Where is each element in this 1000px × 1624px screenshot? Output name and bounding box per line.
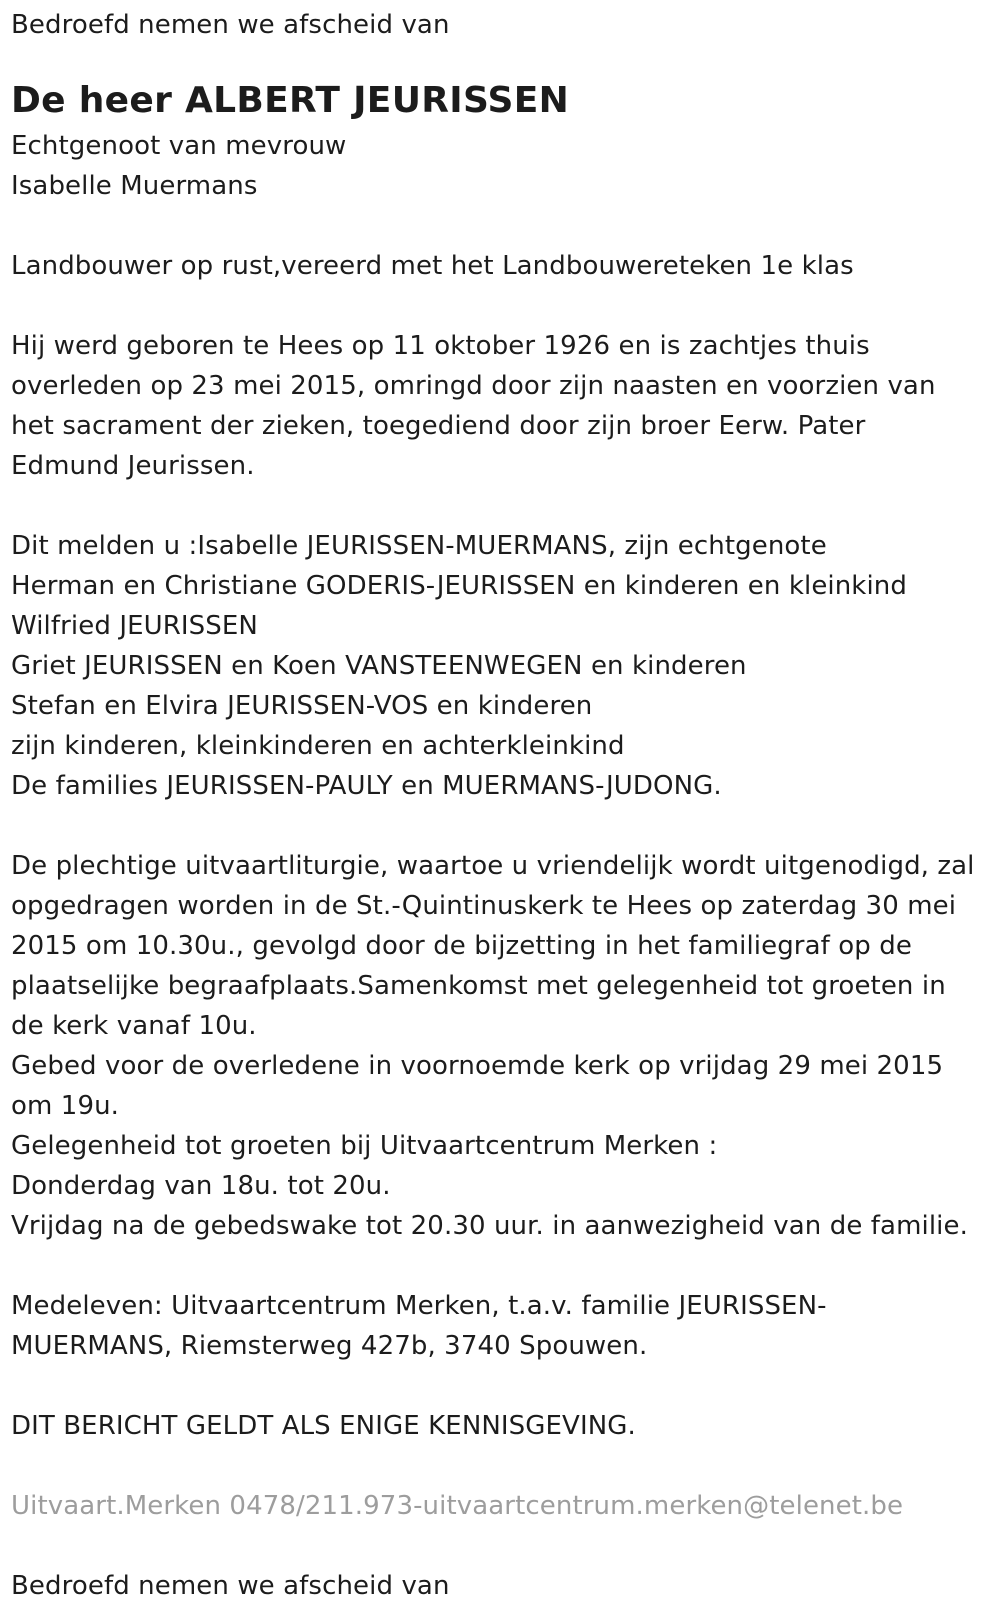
spacer bbox=[11, 1526, 991, 1566]
family-line: Wilfried JEURISSEN bbox=[11, 611, 258, 641]
condolences-line: Medeleven: Uitvaartcentrum Merken, t.a.v. familie JEURISSEN- bbox=[11, 1291, 827, 1321]
funeral-line: Vrijdag na de gebedswake tot 20.30 uur. in aanwezigheid van de familie. bbox=[11, 1211, 968, 1241]
funeral-line: 2015 om 10.30u., gevolgd door de bijzetting in het familiegraf op de bbox=[11, 931, 912, 961]
notice-text: DIT BERICHT GELDT ALS ENIGE KENNISGEVING. bbox=[11, 1411, 636, 1441]
funeral-line: om 19u. bbox=[11, 1091, 120, 1121]
obituary-document bbox=[11, 0, 991, 1606]
funeral-line: de kerk vanaf 10u. bbox=[11, 1011, 257, 1041]
spacer bbox=[11, 1246, 991, 1286]
intro-repeat-text: Bedroefd nemen we afscheid van bbox=[11, 1571, 450, 1601]
funeral-line: opgedragen worden in de St.-Quintinuskerk te Hees op zaterdag 30 mei bbox=[11, 891, 957, 921]
spacer bbox=[11, 206, 991, 246]
family-line: Dit melden u :Isabelle JEURISSEN-MUERMANS, zijn echtgenote bbox=[11, 531, 827, 561]
spacer bbox=[11, 1446, 991, 1486]
funeral-line: Gelegenheid tot groeten bij Uitvaartcentrum Merken : bbox=[11, 1131, 718, 1161]
spouse-name: Isabelle Muermans bbox=[11, 171, 258, 201]
funeral-line: De plechtige uitvaartliturgie, waartoe u vriendelijk wordt uitgenodigd, zal bbox=[11, 851, 975, 881]
occupation-text: Landbouwer op rust,vereerd met het Landbouwereteken 1e klas bbox=[11, 251, 854, 281]
family-line: Herman en Christiane GODERIS-JEURISSEN en kinderen en kleinkind bbox=[11, 571, 907, 601]
family-line: De families JEURISSEN-PAULY en MUERMANS-JUDONG. bbox=[11, 771, 722, 801]
spacer bbox=[11, 1366, 991, 1406]
funeral-line: Donderdag van 18u. tot 20u. bbox=[11, 1171, 391, 1201]
spacer bbox=[11, 806, 991, 846]
contact-text: Uitvaart.Merken 0478/211.973-uitvaartcentrum.merken@telenet.be bbox=[11, 1491, 904, 1521]
birth-death-line: Hij werd geboren te Hees op 11 oktober 1926 en is zachtjes thuis bbox=[11, 331, 870, 361]
deceased-name: De heer ALBERT JEURISSEN bbox=[11, 80, 570, 121]
birth-death-line: Edmund Jeurissen. bbox=[11, 451, 255, 481]
family-line: zijn kinderen, kleinkinderen en achterkleinkind bbox=[11, 731, 625, 761]
spacer bbox=[11, 286, 991, 326]
funeral-line: Gebed voor de overledene in voornoemde kerk op vrijdag 29 mei 2015 bbox=[11, 1051, 944, 1081]
spouse-line: Echtgenoot van mevrouw bbox=[11, 131, 347, 161]
birth-death-line: overleden op 23 mei 2015, omringd door zijn naasten en voorzien van bbox=[11, 371, 936, 401]
birth-death-line: het sacrament der zieken, toegediend door zijn broer Eerw. Pater bbox=[11, 411, 866, 441]
intro-text: Bedroefd nemen we afscheid van bbox=[11, 10, 450, 40]
condolences-line: MUERMANS, Riemsterweg 427b, 3740 Spouwen. bbox=[11, 1331, 648, 1361]
spacer bbox=[11, 486, 991, 526]
funeral-line: plaatselijke begraafplaats.Samenkomst met gelegenheid tot groeten in bbox=[11, 971, 946, 1001]
family-line: Griet JEURISSEN en Koen VANSTEENWEGEN en kinderen bbox=[11, 651, 747, 681]
family-line: Stefan en Elvira JEURISSEN-VOS en kinderen bbox=[11, 691, 593, 721]
